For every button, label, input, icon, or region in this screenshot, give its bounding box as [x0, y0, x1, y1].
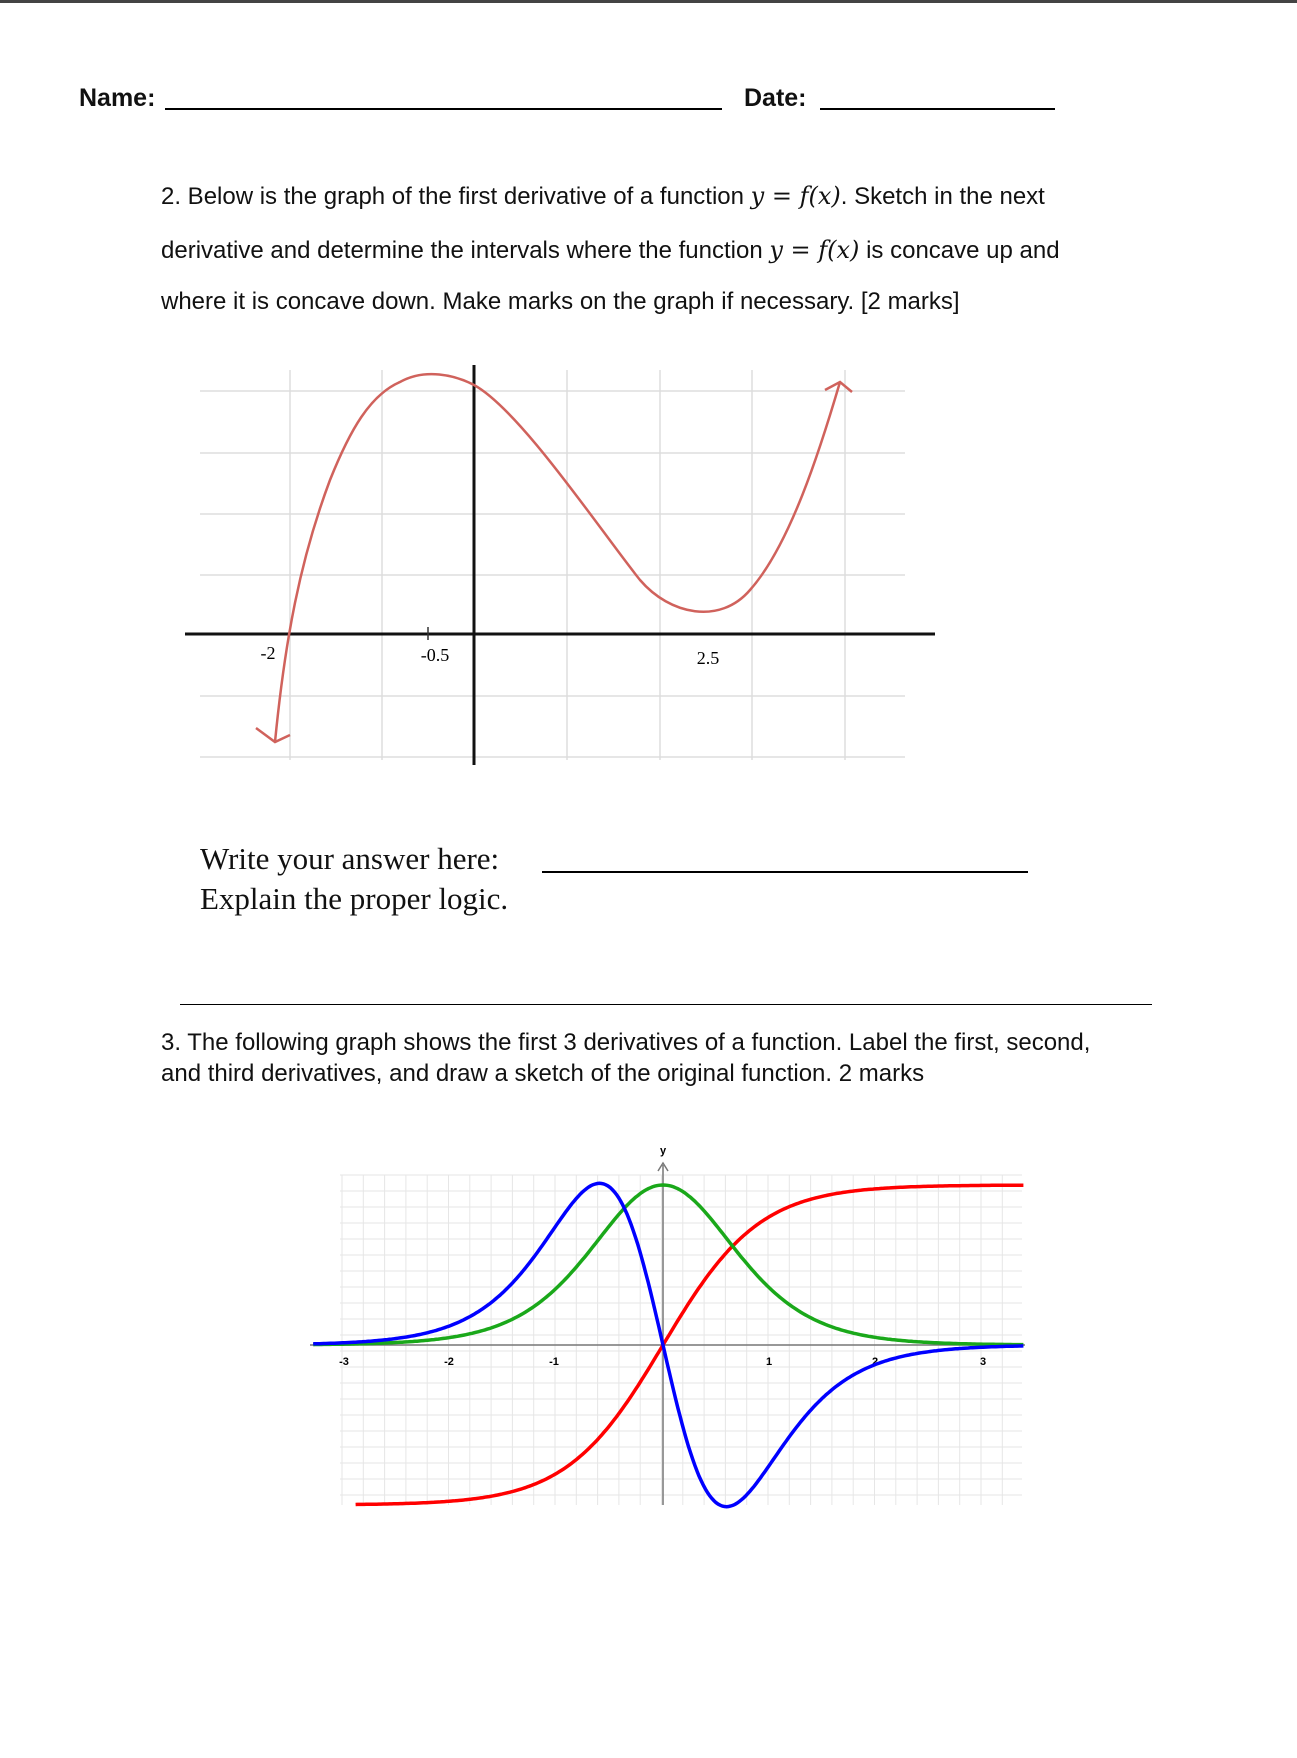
q3-line-1: 3. The following graph shows the first 3 derivatives of a function. Label the first, second, — [161, 1029, 1091, 1056]
graph-2 — [300, 1140, 1040, 1520]
answer-prompt: Write your answer here: — [200, 841, 500, 876]
graph-2-tick-label: -2 — [444, 1356, 454, 1368]
graph-1-tick-label: -0.5 — [420, 645, 450, 665]
answer-field[interactable] — [542, 871, 1028, 873]
q2-math-eq-2: y = f(x) — [769, 236, 860, 264]
explain-prompt: Explain the proper logic. — [200, 881, 509, 916]
explain-field[interactable] — [180, 1004, 1152, 1005]
name-field[interactable] — [165, 108, 722, 110]
q2-line-3: where it is concave down. Make marks on the graph if necessary. [2 marks] — [161, 288, 960, 315]
graph-2-tick-label: 3 — [979, 1356, 987, 1368]
curve-arrow-left — [256, 728, 290, 742]
q2-line-2-prefix: derivative and determine the intervals where the function — [161, 237, 770, 264]
top-border — [0, 0, 1297, 3]
date-label: Date: — [744, 84, 807, 112]
q2-line-1 — [161, 184, 1045, 209]
q2-line-2-suffix: is concave up and — [859, 237, 1060, 264]
graph-1-tick-label: -2 — [260, 643, 276, 663]
q3-line-2: and third derivatives, and draw a sketch of the original function. 2 marks — [161, 1060, 925, 1087]
graph-2-tick-label: 1 — [765, 1356, 773, 1368]
graph-2-y-label: y — [659, 1145, 667, 1157]
q2-line-1-suffix: . Sketch in the next — [840, 183, 1045, 210]
date-field[interactable] — [820, 108, 1055, 110]
q2-line-1-prefix: 2. Below is the graph of the first derivative of a function — [161, 183, 751, 210]
graph-1-grid — [200, 370, 905, 760]
graph-2-tick-label: -3 — [339, 1356, 349, 1368]
name-label: Name: — [79, 84, 156, 112]
graph-2-tick-label: 2 — [871, 1356, 879, 1368]
q2-line-2 — [161, 238, 1060, 263]
graph-2-tick-label: -1 — [549, 1356, 559, 1368]
q2-math-eq-1: y = f(x) — [750, 182, 841, 210]
graph-1 — [150, 355, 950, 775]
graph-1-tick-label: 2.5 — [696, 648, 720, 668]
first-derivative-curve — [275, 374, 840, 742]
